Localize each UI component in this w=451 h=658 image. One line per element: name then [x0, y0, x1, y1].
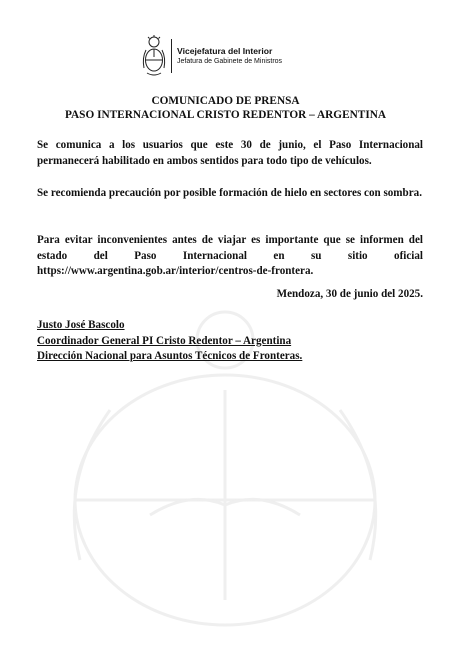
signature-name: Justo José Bascolo	[37, 319, 125, 331]
office-name: Jefatura de Gabinete de Ministros	[177, 58, 283, 65]
title-line-2: PASO INTERNACIONAL CRISTO REDENTOR – ARGENTINA	[64, 109, 387, 121]
signature-role: Coordinador General PI Cristo Redentor – Argentina	[37, 334, 292, 347]
ministry-name: Vicejefatura del Interior	[177, 46, 273, 56]
date-line: Mendoza, 30 de junio del 2025.	[276, 288, 423, 300]
coat-of-arms-icon	[141, 34, 167, 78]
signature-department: Dirección Nacional para Asuntos Técnicos de Fronteras.	[37, 350, 303, 362]
title-block	[0, 94, 451, 122]
header	[141, 34, 282, 78]
title-line-1: COMUNICADO DE PRENSA	[151, 95, 300, 107]
signature-block	[37, 318, 302, 365]
header-divider	[171, 39, 172, 73]
paragraph-1: Se comunica a los usuarios que este 30 de junio, el Paso Internacional permanecerá habilitado en ambos sentidos para todo tipo de vehículos.	[37, 139, 423, 167]
paragraph-3: Para evitar inconvenientes antes de viajar es importante que se informen del estado del Paso Internacional en su sitio oficial https://www.argentina.gob.ar/interior/centros-de-frontera.	[37, 234, 423, 277]
paragraph-2: Se recomienda precaución por posible formación de hielo en sectores con sombra.	[37, 187, 422, 199]
header-text	[177, 46, 282, 66]
